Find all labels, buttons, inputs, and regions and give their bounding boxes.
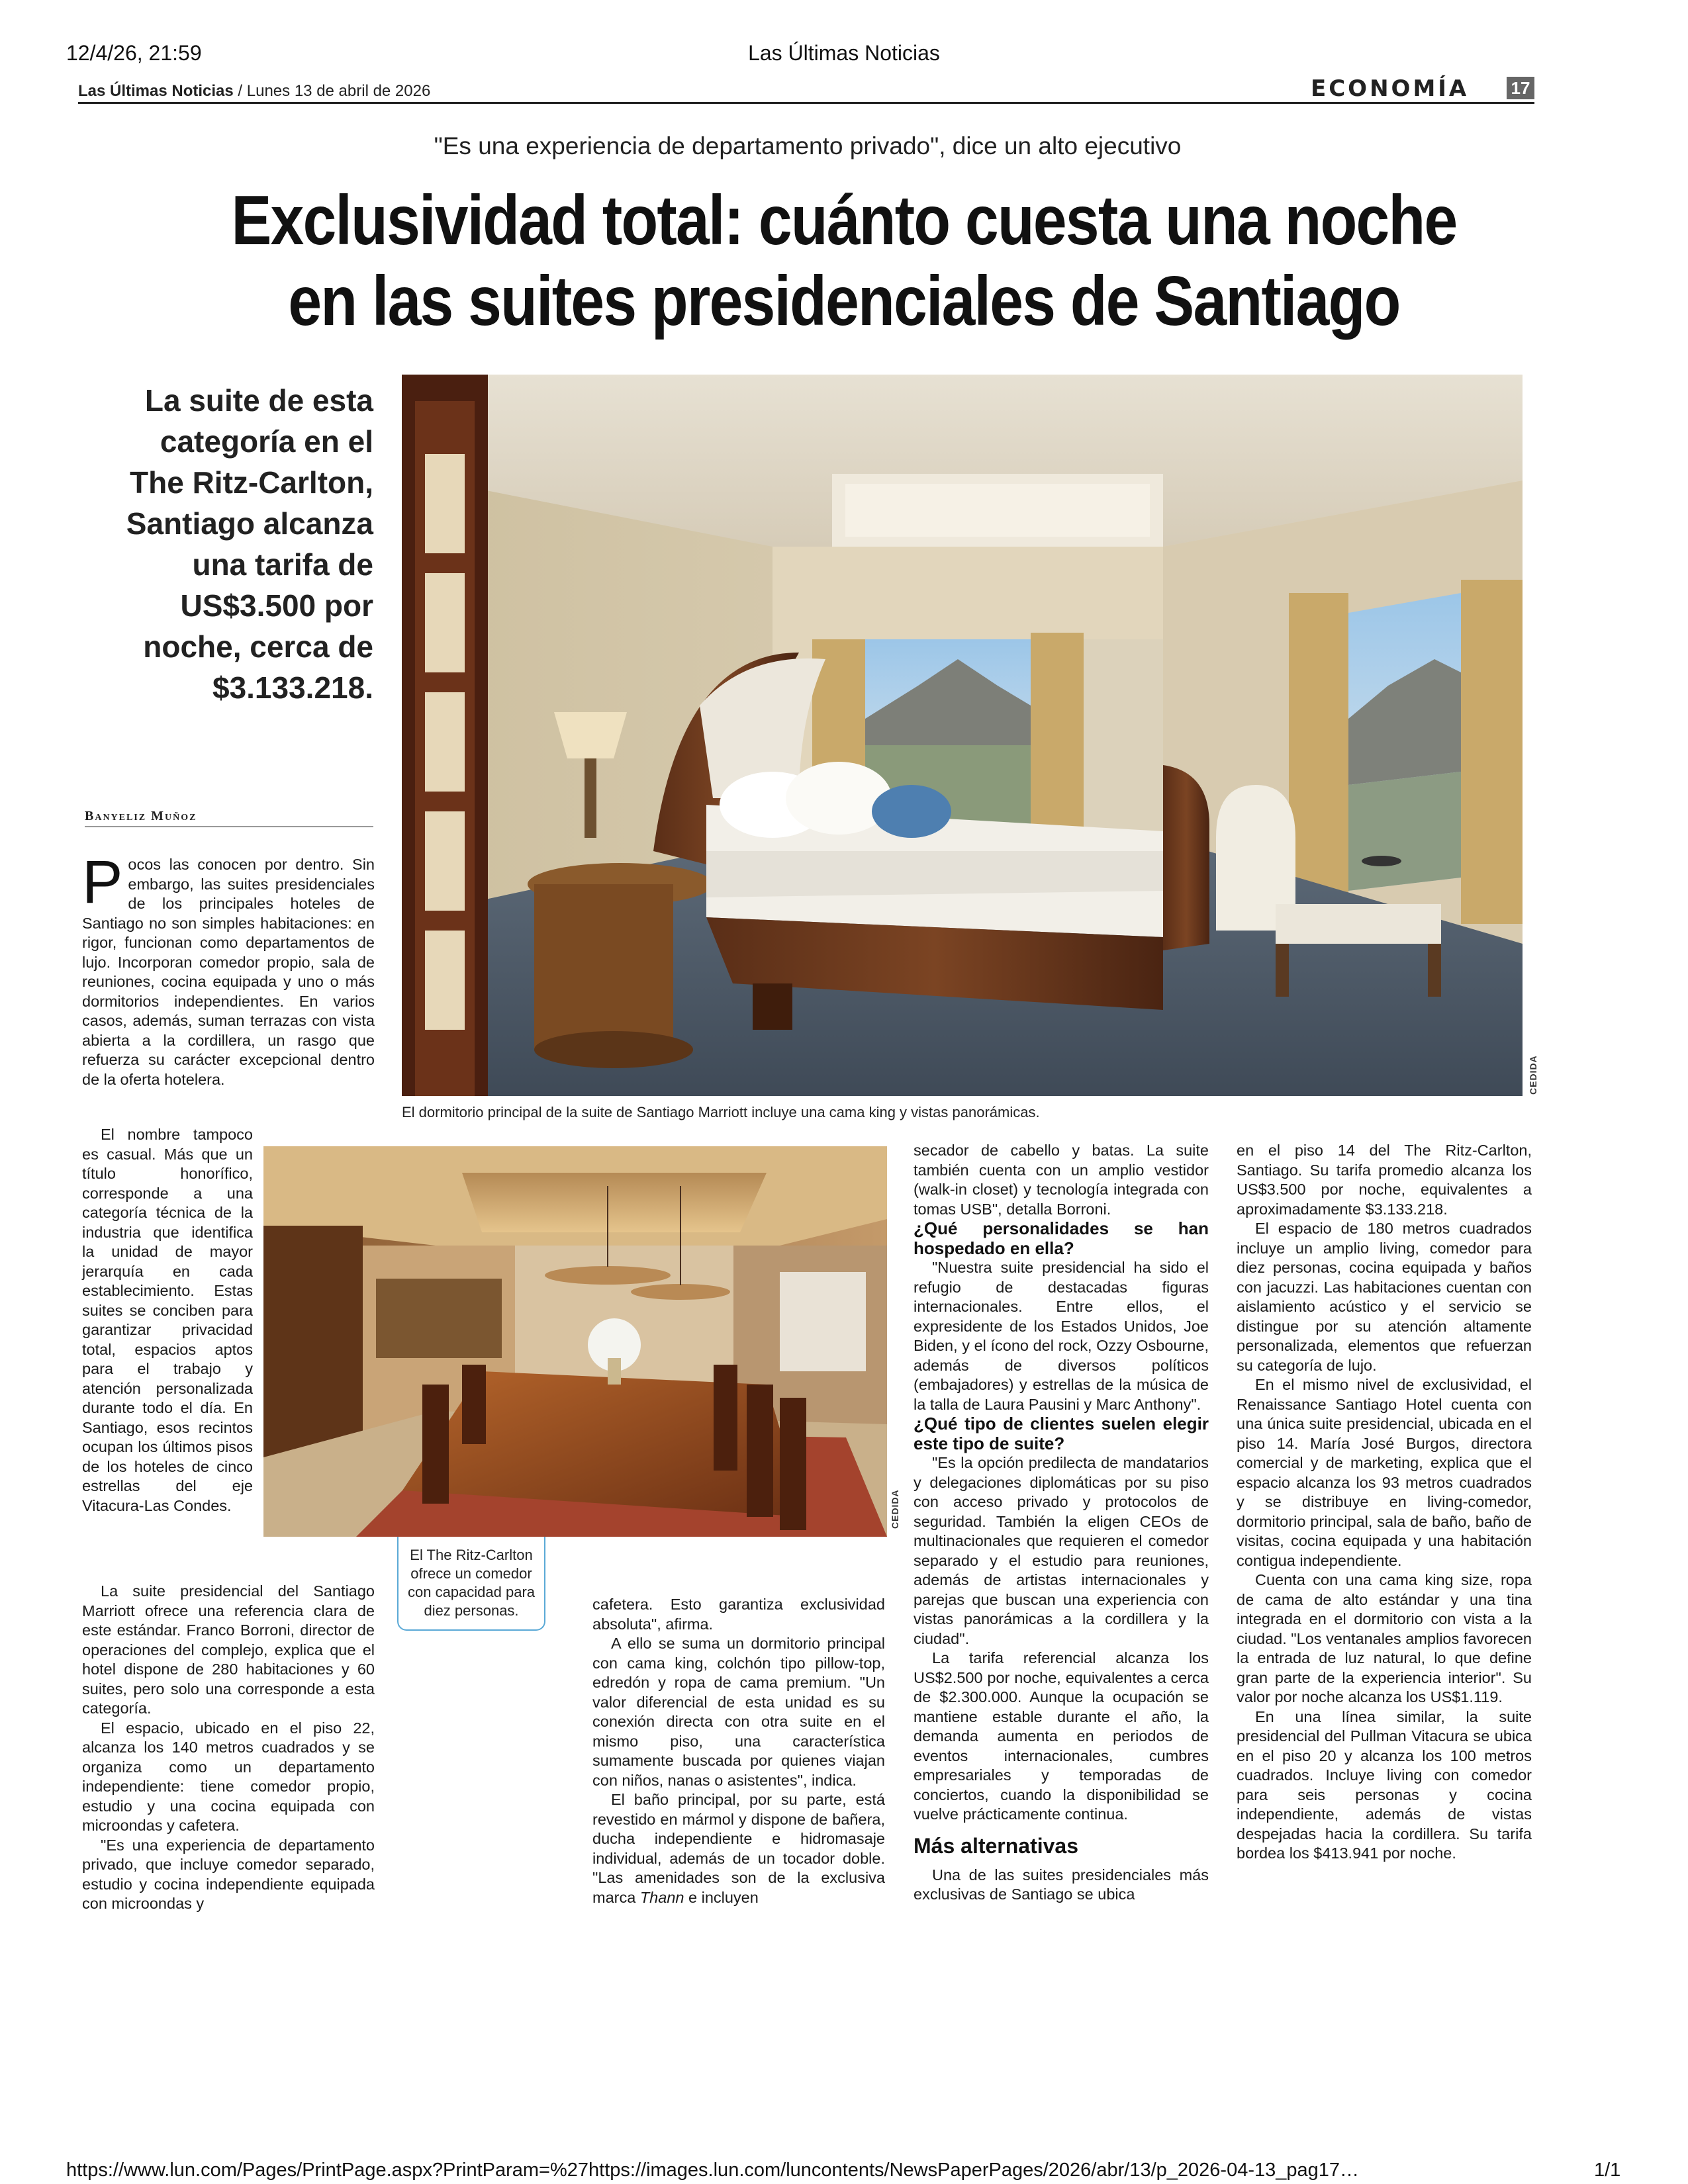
- dining-photo: [263, 1146, 887, 1537]
- body-text: El baño principal, por su parte, está revestido en mármol y dispone de bañera, ducha independiente e hidromasaje individual, además de un tocador doble. "Las amenidades son de la exclusiva marca: [592, 1791, 885, 1906]
- body-col4: [1237, 1141, 1532, 1864]
- print-datetime: 12/4/26, 21:59: [66, 41, 202, 65]
- masthead-separator: /: [233, 82, 247, 100]
- body-text: e incluyen: [684, 1888, 759, 1906]
- body-paragraph: Una de las suites presidenciales más exclusivas de Santiago se ubica: [914, 1866, 1209, 1903]
- photo2-credit: CEDIDA: [890, 1489, 900, 1529]
- body-paragraph: "Es la opción predilecta de mandatarios y delegaciones diplomáticas por su piso con acceso privado y protocolos de seguridad. También la eligen CEOs de multinacionales que requieren el comedor separado y el estudio para reuniones, además de artistas internacionales y parejas que buscan una experiencia con vistas panorámicas a la cordillera y la ciudad".: [914, 1454, 1209, 1647]
- body-paragraph: [592, 1790, 885, 1907]
- kicker: "Es una experiencia de departamento privado", dice un alto ejecutivo: [434, 132, 1182, 159]
- masthead-line: [78, 82, 430, 101]
- body-col1-narrow: [82, 1125, 253, 1516]
- body-col3: [914, 1141, 1209, 1905]
- print-page-count: 1/1: [1594, 2160, 1621, 2181]
- body-paragraph: El espacio, ubicado en el piso 22, alcanza los 140 metros cuadrados y se organiza como un departamento independiente: tiene comedor propio, estudio y una cocina equipada con microondas y cafetera.: [82, 1719, 375, 1834]
- drop-cap: P: [82, 848, 123, 916]
- body-paragraph: "Es una experiencia de departamento privado, que incluye comedor separado, estudio y cocina independiente equipada con microondas y: [82, 1836, 375, 1912]
- byline: Banyeliz Muñoz: [85, 809, 197, 823]
- question-heading: ¿Qué personalidades se han hospedado en ella?: [914, 1218, 1209, 1258]
- body-paragraph: secador de cabello y batas. La suite también cuenta con un amplio vestidor (walk-in closet) y tecnología integrada con tomas USB", detalla Borroni.: [914, 1142, 1209, 1218]
- headline-line-2: en las suites presidenciales de Santiago: [288, 262, 1400, 340]
- question-heading: ¿Qué tipo de clientes suelen elegir este tipo de suite?: [914, 1414, 1209, 1453]
- body-paragraph: La tarifa referencial alcanza los US$2.500 por noche, equivalentes a cerca de $2.300.000. Aunque la ocupación se mantiene estable durante el año, la demanda aumenta en periodos de eventos internacionales, cumbres empresariales y temporadas de conciertos, cuando la disponibilidad se vuelve prácticamente continua.: [914, 1649, 1209, 1823]
- headline-line-1: Exclusividad total: cuánto cuesta una noche: [231, 181, 1457, 259]
- headline: [118, 180, 1570, 341]
- bedroom-photo: [402, 375, 1523, 1096]
- bedroom-illustration: [402, 375, 1523, 1096]
- brand-name: Thann: [639, 1888, 684, 1906]
- body-paragraph: A ello se suma un dormitorio principal con cama king, colchón tipo pillow-top, edredón y ropa de cama premium. "Un valor diferencial de esta unidad es su conexión directa con otra suite en el mismo piso, una característica sumamente buscada por quienes viajan con niños, nanas o asistentes", indica.: [592, 1635, 885, 1789]
- body-paragraph: El nombre tampoco es casual. Más que un título honorífico, corresponde a una categoría técnica de la industria que identifica la unidad de mayor jerarquía en cada establecimiento. Estas suites se conciben para garantizar privacidad total, espacios aptos para el trabajo y atención personalizada durante todo el día. En Santiago, esos recintos ocupan los últimos pisos de los hoteles de cinco estrellas del eje Vitacura-Las Condes.: [82, 1126, 253, 1514]
- body-col1-bottom: [82, 1582, 375, 1914]
- deck: La suite de esta categoría en el The Ritz-Carlton, Santiago alcanza una tarifa de US$3.500 por noche, cerca de $3.133.218.: [126, 383, 373, 705]
- body-paragraph: El espacio de 180 metros cuadrados incluye un amplio living, comedor para diez personas, cocina equipada y baños con jacuzzi. Las habitaciones cuentan con aislamiento acústico y el servicio se distingue por su atención altamente personalizada, elementos que refuerzan su categoría de lujo.: [1237, 1220, 1532, 1374]
- body-paragraph: En una línea similar, la suite presidencial del Pullman Vitacura se ubica en el piso 20 y alcanza los 100 metros cuadrados. Incluye living con comedor para seis personas y cocina independiente, además de vistas despejadas hacia la cordillera. Su tarifa bordea los $413.941 por noche.: [1237, 1707, 1532, 1862]
- body-paragraph: Cuenta con una cama king size, ropa de cama de alto estándar y una tina integrada en el dormitorio con vista a la ciudad. "Los ventanales amplios favorecen la entrada de luz natural, lo que define gran parte de la experiencia interior". Su valor por noche alcanza los US$1.119.: [1237, 1571, 1532, 1706]
- body-col1-top: [82, 848, 375, 1089]
- body-paragraph: "Nuestra suite presidencial ha sido el refugio de destacadas figuras internacionales. Entre ellos, el expresidente de los Estados Unidos, Joe Biden, y el ícono del rock, Ozzy Osbourne, además de diversos políticos (embajadores) y estrellas de la música de la talla de Laura Pausini y Marc Anthony".: [914, 1259, 1209, 1413]
- masthead-paper: Las Últimas Noticias: [78, 82, 234, 100]
- print-url[interactable]: https://www.lun.com/Pages/PrintPage.aspx?PrintParam=%27https://images.lun.com/luncontents/NewsPaperPages/2026/abr/13/p_2026-04-13_pag17…: [66, 2160, 1360, 2181]
- subhead: Más alternativas: [914, 1833, 1079, 1858]
- masthead-date: Lunes 13 de abril de 2026: [246, 82, 431, 100]
- photo2-caption: El The Ritz-Carlton ofrece un comedor con capacidad para diez personas.: [397, 1537, 545, 1631]
- body-col2: [592, 1595, 885, 1907]
- section-name: ECONOMÍA: [1311, 75, 1470, 102]
- photo1-credit: CEDIDA: [1528, 1055, 1538, 1095]
- photo1-caption: El dormitorio principal de la suite de Santiago Marriott incluye una cama king y vistas panorámicas.: [402, 1104, 1040, 1120]
- masthead-rule: [78, 102, 1534, 104]
- body-paragraph: en el piso 14 del The Ritz-Carlton, Santiago. Su tarifa promedio alcanza los US$3.500 por noche, equivalentes a aproximadamente $3.133.218.: [1237, 1142, 1532, 1218]
- dining-illustration: [263, 1146, 887, 1537]
- body-paragraph: La suite presidencial del Santiago Marriott ofrece una referencia clara de este estándar. Franco Borroni, director de operaciones del complejo, explica que el hotel dispone de 280 habitaciones y 60 suites, pero solo una corresponde a esta categoría.: [82, 1582, 375, 1717]
- body-paragraph: ocos las conocen por dentro. Sin embargo, las suites presidenciales de los principales hoteles de Santiago no son simples habitaciones: en rigor, funcionan como departamentos de lujo. Incorporan comedor propio, sala de reuniones, cocina equipada y uno o más dormitorios independientes. En varios casos, además, suman terrazas con vista abierta a la cordillera, un rasgo que refuerza su carácter excepcional dentro de la oferta hotelera.: [82, 856, 375, 1088]
- print-site-title: Las Últimas Noticias: [748, 41, 940, 65]
- page-number: 17: [1507, 77, 1534, 99]
- body-paragraph: En el mismo nivel de exclusividad, el Renaissance Santiago Hotel cuenta con una única suite presidencial, ubicada en el piso 14. María José Burgos, directora comercial y de marketing, explica que el espacio alcanza los 93 metros cuadrados y se distribuye en living-comedor, dormitorio principal, sala de baño, baño de visitas, cocina equipada y una habitación contigua independiente.: [1237, 1376, 1532, 1569]
- body-paragraph: cafetera. Esto garantiza exclusividad absoluta", afirma.: [592, 1596, 885, 1633]
- byline-rule: [85, 826, 373, 827]
